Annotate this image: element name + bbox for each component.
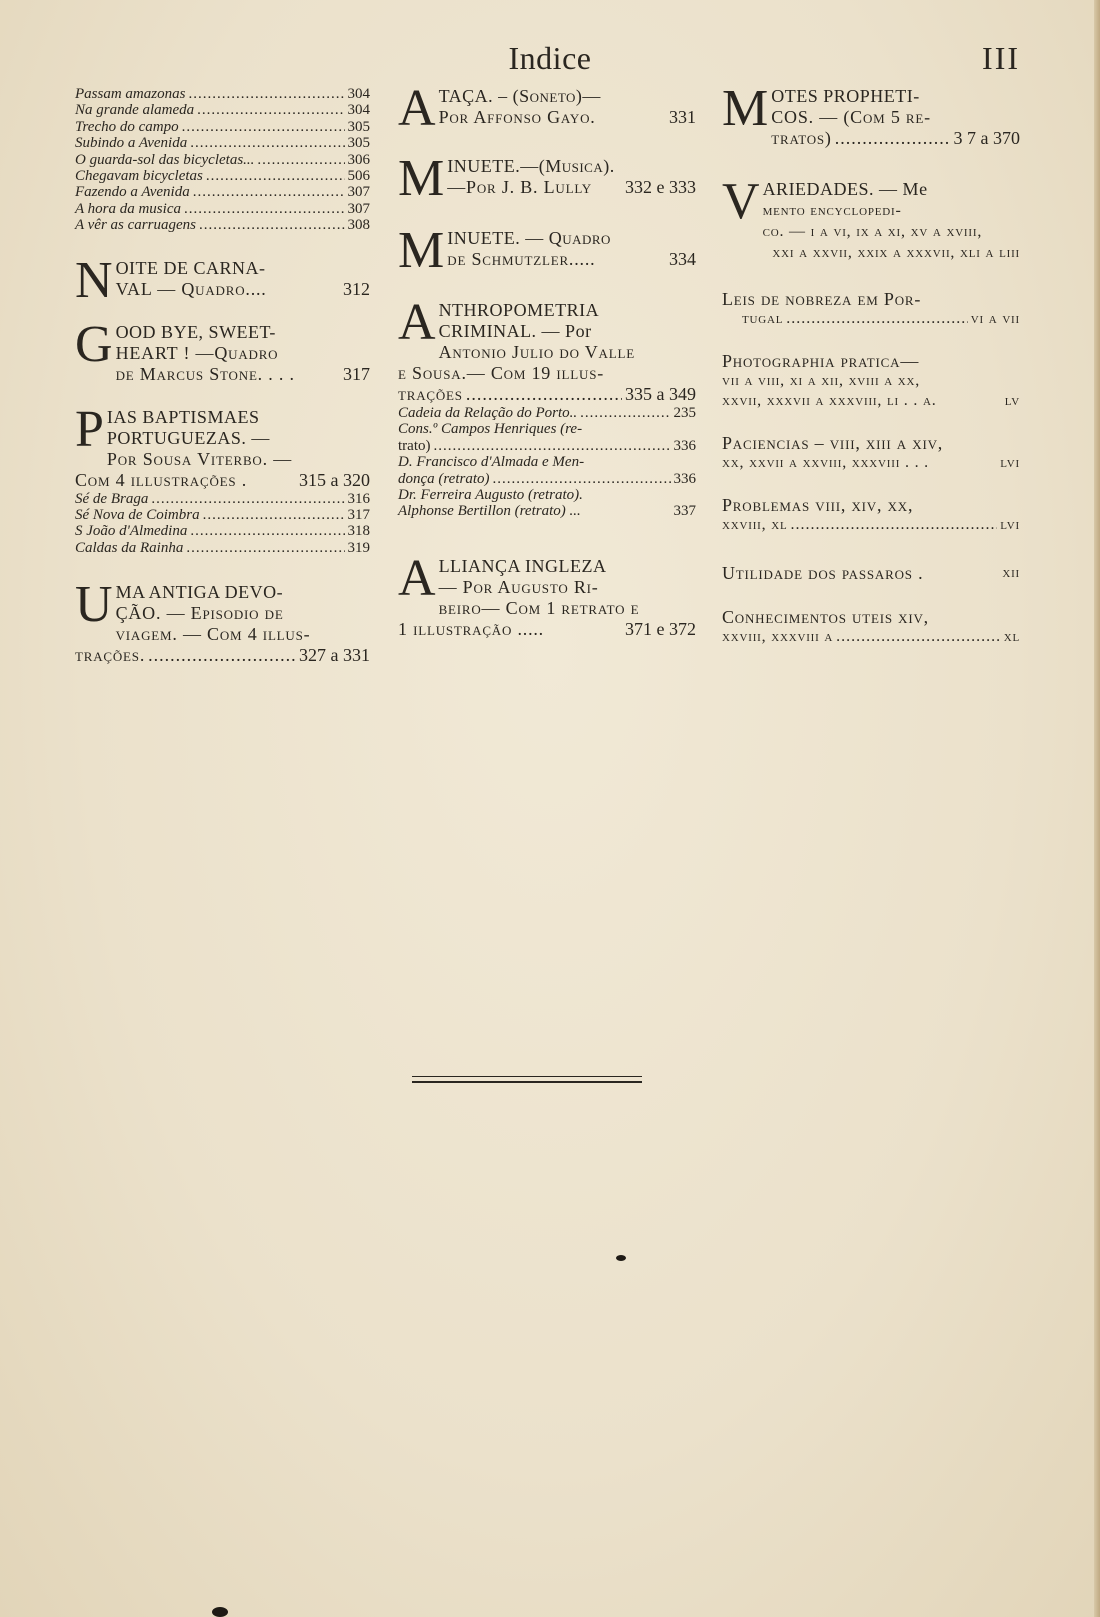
subitem: Cadeia da Relação do Porto.. ..... 235 [398,405,696,421]
drop-cap: A [398,294,436,351]
subitem: O guarda-sol das bicycletas... ..... 306 [75,152,370,168]
entry-uma-antiga-devocao: U MA ANTIGA DEVO- ÇÃO. — Episodio de viagem. — Com 4 illus- trações. ..... 327 a 331 [75,582,370,666]
page-ref: 312 [343,278,370,299]
entry-variedades: V ARIEDADES. — Me mento encyclopedi- co. — i a vi, ix a xi, xv a xviii, xxi a xxvii, xxix a xxxvii, xli a liii [722,173,1020,261]
page-ref: 3 7 a 370 [953,128,1020,148]
page-ref: vi a vii [970,310,1020,327]
subitem: D. Francisco d'Almada e Men- [398,454,585,471]
entry-good-bye-sweetheart: G OOD BYE, SWEET- HEART ! —Quadro de Marcus Stone. . . . 317 [75,315,370,384]
entry-problemas: Problemas viii, xiv, xx, xxviii, xl ..... lvi [722,495,1020,535]
page-ref: lvi [1000,516,1020,533]
entry-minuete-quadro: M INUETE. — Quadro de Schmutzler..... 334 [398,222,696,279]
subitem: Fazendo a Avenida ..... 307 [75,184,370,200]
double-rule-bottom [412,1081,642,1083]
subitem: A vêr as carruagens ..... 308 [75,217,370,233]
ink-mark [212,1607,228,1617]
ink-mark [616,1255,626,1261]
subitem: Chegavam bicycletas ..... 506 [75,168,370,184]
index-column-3 [722,80,1020,665]
entry-anthropometria-criminal: A NTHROPOMETRIA CRIMINAL. — Por Antonio Julio do Valle e Sousa.— Com 19 illus- trações ..... 335 a 349 Cadeia da Relação do Porto.. ..... 235 Cons.º Campos Henriques (re- trato) ..... 336 D. Francisco d'Almada e Men- donça (retrato) ..... 336 Dr. Ferreira Augusto (retrato). Alphonse Bertillon (retrato) ... 337 [398,300,696,520]
entry-paciencias: Paciencias – viii, xiii a xiv, xx, xxvii a xxviii, xxxviii . . . lvi [722,433,1020,471]
subitem: Passam amazonas ..... 304 [75,86,370,102]
page-ref: 317 [343,363,370,384]
entry-noite-de-carnaval: N OITE DE CARNA- VAL — Quadro.... 312 [75,251,370,309]
drop-cap: M [398,150,445,207]
subitem: Dr. Ferreira Augusto (retrato). [398,487,583,504]
page-ref: lv [1004,392,1020,409]
drop-cap: V [722,173,760,230]
subitem: Subindo a Avenida ..... 305 [75,135,370,151]
page-edge [1094,0,1100,1617]
page-ref: 371 e 372 [625,618,696,639]
page-ref: xl [1003,628,1020,645]
subitem: Na grande alameda ..... 304 [75,102,370,118]
subitem: Sé Nova de Coimbra ..... 317 [75,507,370,523]
subitem: Alphonse Bertillon (retrato) ... 337 [398,503,696,520]
page-title: Indice [508,40,592,76]
page-number: III [982,40,1020,76]
drop-cap: N [75,251,113,309]
entry-photographia-pratica: Photographia pratica— vii a viii, xi a xii, xviii a xx, xxvii, xxxvii a xxxviii, li . . a. lv [722,351,1020,409]
index-column-1 [75,86,370,688]
subitem: Trecho do campo ..... 305 [75,119,370,135]
subitem: Sé de Braga ..... 316 [75,491,370,507]
drop-cap: U [75,576,113,634]
subitem: Caldas da Rainha ..... 319 [75,540,370,556]
page-ref: lvi [1000,454,1020,471]
page-ref: 335 a 349 [625,384,696,404]
subitem: S João d'Almedina ..... 318 [75,523,370,539]
index-column-2 [398,80,696,662]
entry-leis-de-nobreza: Leis de nobreza em Por- tugal ..... vi a vii [722,289,1020,329]
entry-a-taca: A TAÇA. – (Soneto)— Por Affonso Gayo. 331 [398,80,696,137]
subitem: Cons.º Campos Henriques (re- [398,421,583,438]
drop-cap: A [398,549,436,607]
entry-motes-propheticos: M OTES PROPHETI- COS. — (Com 5 re- tratos) ..... 3 7 a 370 [722,86,1020,149]
drop-cap: M [398,222,445,279]
page-ref: 315 a 320 [299,469,370,490]
subitem: donça (retrato) ..... 336 [398,471,696,487]
entry-allianca-ingleza: A LLIANÇA INGLEZA — Por Augusto Ri- beiro— Com 1 retrato e 1 illustração ..... 371 e 372 [398,549,696,639]
entry-conhecimentos-uteis: Conhecimentos uteis xiv, xxviii, xxxviii a ..... xl [722,607,1020,647]
subitem: trato) ..... 336 [398,438,696,454]
subitem-list [75,86,370,234]
entry-pias-baptismaes: P IAS BAPTISMAES PORTUGUEZAS. — Por Sousa Viterbo. — Com 4 illustrações . 315 a 320 Sé de Braga ..... 316 Sé Nova de Coimbra ..... 317 S João d'Almedina ..... 318 Caldas da Rainha ..... 319 [75,407,370,557]
page-ref: xii [1002,564,1020,581]
page-ref: 331 [669,107,696,127]
page-ref: 332 e 333 [625,177,696,197]
subitem: A hora da musica ..... 307 [75,201,370,217]
drop-cap: P [75,400,104,458]
drop-cap: G [75,315,113,373]
page-ref: 327 a 331 [299,645,370,666]
page-ref: 334 [669,249,696,269]
entry-utilidade-dos-passaros: Utilidade dos passaros . xii [722,563,1020,583]
drop-cap: M [722,80,769,137]
double-rule-top [412,1076,642,1077]
drop-cap: A [398,80,436,137]
entry-minuete-musica: M INUETE.—(Musica). —Por J. B. Lully 332 e 333 [398,150,696,207]
